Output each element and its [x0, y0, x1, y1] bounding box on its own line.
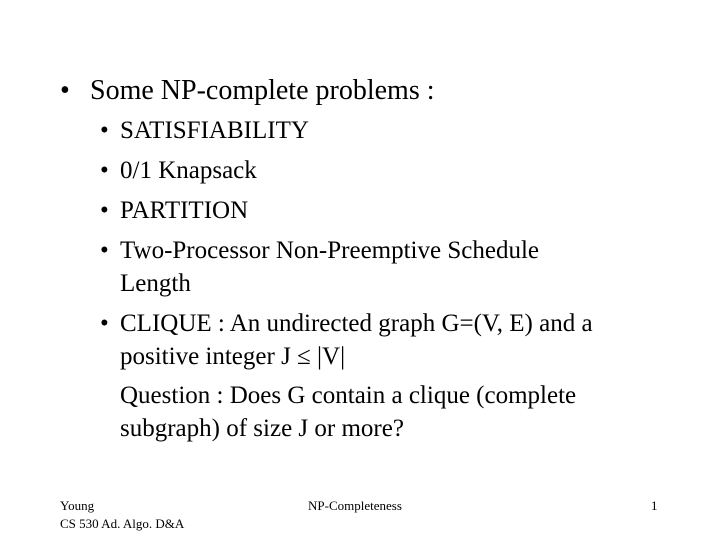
list-item-text: SATISFIABILITY	[120, 117, 309, 144]
list-bullet: •	[100, 117, 109, 144]
np-complete-problem-list	[100, 114, 680, 452]
footer-course: CS 530 Ad. Algo. D&A	[60, 516, 185, 531]
heading-bullet: •	[60, 75, 70, 106]
list-item	[100, 194, 680, 227]
footer-author: Young	[60, 498, 95, 513]
slide-heading	[60, 74, 435, 108]
heading-text: Some NP-complete problems :	[90, 75, 435, 106]
list-item	[100, 114, 680, 147]
list-item-clique	[100, 307, 680, 445]
footer-page-number: 1	[651, 498, 658, 513]
list-item-text: PARTITION	[120, 197, 249, 224]
list-bullet: •	[100, 237, 109, 264]
list-bullet: •	[100, 310, 109, 337]
list-bullet: •	[100, 197, 109, 224]
list-item-text: Two-Processor Non-Preemptive Schedule Length	[120, 237, 539, 297]
list-item	[100, 154, 680, 187]
list-item-text: 0/1 Knapsack	[120, 157, 257, 184]
footer-topic: NP-Completeness	[308, 498, 402, 513]
list-item	[100, 234, 680, 300]
clique-question: Question : Does G contain a clique (complete subgraph) of size J or more?	[120, 382, 577, 442]
list-bullet: •	[100, 157, 109, 184]
clique-definition: CLIQUE : An undirected graph G=(V, E) and a positive integer J ≤ |V|	[120, 310, 593, 370]
footer-left	[60, 497, 184, 533]
